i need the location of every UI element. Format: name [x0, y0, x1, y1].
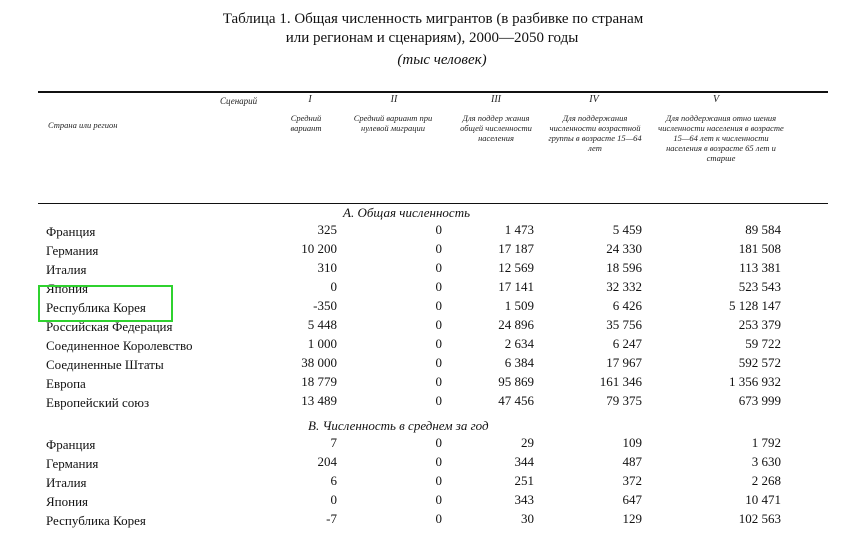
row-value-col-4: 6 426 [612, 298, 642, 313]
row-value-col-3: 343 [514, 492, 534, 507]
table-row [0, 492, 844, 511]
title-units: (тыс человек) [397, 52, 487, 68]
row-value-col-3: 1 509 [504, 298, 534, 313]
row-value-col-5: 113 381 [739, 260, 781, 275]
row-value-col-4: 647 [622, 492, 642, 507]
row-value-col-1: 5 448 [307, 317, 337, 332]
row-value-col-2: 0 [435, 279, 442, 294]
section-b-title: В. Численность в среднем за год [308, 418, 489, 433]
row-country-name: Италия [46, 475, 87, 490]
table-row [0, 355, 844, 374]
row-value-col-2: 0 [435, 317, 442, 332]
row-value-col-3: 6 384 [504, 355, 534, 370]
row-country-name: Франция [46, 224, 96, 239]
row-country-name: Япония [46, 281, 89, 296]
row-value-col-3: 344 [514, 454, 534, 469]
row-value-col-2: 0 [435, 374, 442, 389]
row-country-name: Республика Корея [46, 513, 146, 528]
row-value-col-5: 673 999 [738, 393, 781, 408]
row-value-col-1: 1 000 [307, 336, 337, 351]
table-row [0, 336, 844, 355]
row-value-col-1: 7 [330, 435, 337, 450]
row-value-col-2: 0 [435, 511, 442, 526]
section-a-title: А. Общая численность [343, 205, 471, 220]
row-value-col-4: 161 346 [599, 374, 642, 389]
row-value-col-5: 5 128 147 [729, 298, 781, 313]
row-value-col-5: 89 584 [745, 222, 781, 237]
row-value-col-5: 3 630 [751, 454, 781, 469]
row-value-col-1: 38 000 [301, 355, 337, 370]
row-country-name: Германия [46, 243, 99, 258]
row-value-col-2: 0 [435, 435, 442, 450]
row-value-col-4: 18 596 [606, 260, 642, 275]
row-value-col-1: -350 [313, 298, 337, 313]
row-value-col-1: 6 [330, 473, 337, 488]
row-value-col-2: 0 [435, 336, 442, 351]
table-row [0, 260, 844, 279]
highlight-box [38, 285, 173, 322]
row-value-col-3: 2 634 [504, 336, 534, 351]
col-2-desc: Средний вариант при нулевой миграции [353, 113, 433, 133]
row-value-col-4: 32 332 [606, 279, 642, 294]
row-value-col-2: 0 [435, 260, 442, 275]
row-value-col-4: 79 375 [606, 393, 642, 408]
row-value-col-5: 253 379 [738, 317, 781, 332]
row-country-name: Европа [46, 376, 86, 391]
row-value-col-1: 0 [330, 492, 337, 507]
header-rule [38, 203, 828, 204]
row-value-col-3: 17 141 [498, 279, 534, 294]
row-country-name: Италия [46, 262, 87, 277]
table-row [0, 374, 844, 393]
row-value-col-1: 10 200 [301, 241, 337, 256]
row-country-name: Республика Корея [46, 300, 146, 315]
row-country-name: Соединенное Королевство [46, 338, 193, 353]
col-3-roman: III [491, 94, 501, 105]
col-2-roman: II [390, 94, 398, 105]
row-value-col-5: 523 543 [738, 279, 781, 294]
row-value-col-5: 181 508 [738, 241, 781, 256]
row-value-col-5: 102 563 [738, 511, 781, 526]
row-value-col-2: 0 [435, 298, 442, 313]
row-value-col-3: 30 [521, 511, 534, 526]
row-value-col-1: 325 [317, 222, 337, 237]
row-value-col-4: 6 247 [612, 336, 642, 351]
row-value-col-5: 1 356 932 [729, 374, 781, 389]
row-value-col-2: 0 [435, 473, 442, 488]
row-value-col-1: 204 [317, 454, 337, 469]
row-value-col-4: 487 [622, 454, 642, 469]
row-value-col-5: 10 471 [745, 492, 781, 507]
table-row [0, 241, 844, 260]
table-row [0, 393, 844, 412]
row-country-name: Япония [46, 494, 89, 509]
col-4-roman: IV [589, 94, 599, 105]
table-row [0, 511, 844, 530]
col-4-desc: Для поддержания численности возрастной группы в возрасте 15—64 лет [548, 113, 642, 153]
row-value-col-4: 35 756 [606, 317, 642, 332]
row-value-col-5: 592 572 [738, 355, 781, 370]
row-value-col-2: 0 [435, 454, 442, 469]
row-value-col-2: 0 [435, 222, 442, 237]
row-value-col-4: 109 [622, 435, 642, 450]
row-value-col-1: 0 [330, 279, 337, 294]
row-value-col-3: 12 569 [498, 260, 534, 275]
table-row [0, 435, 844, 454]
row-value-col-3: 24 896 [498, 317, 534, 332]
row-value-col-2: 0 [435, 492, 442, 507]
row-value-col-5: 1 792 [751, 435, 781, 450]
row-value-col-3: 47 456 [498, 393, 534, 408]
country-column-label: Страна или регион [48, 120, 118, 130]
col-1-desc: Средний вариант [290, 113, 322, 133]
row-value-col-3: 251 [514, 473, 534, 488]
col-3-desc: Для поддер жания общей численности населения [460, 113, 532, 143]
row-value-col-3: 17 187 [498, 241, 534, 256]
row-country-name: Европейский союз [46, 395, 150, 410]
top-rule [38, 91, 828, 93]
row-value-col-3: 95 869 [498, 374, 534, 389]
row-value-col-3: 29 [521, 435, 534, 450]
row-value-col-1: 13 489 [301, 393, 337, 408]
table-row [0, 473, 844, 492]
row-value-col-3: 1 473 [504, 222, 534, 237]
row-value-col-5: 2 268 [751, 473, 781, 488]
table-title [0, 10, 844, 70]
row-country-name: Соединенные Штаты [46, 357, 164, 372]
row-country-name: Германия [46, 456, 99, 471]
row-value-col-1: 18 779 [301, 374, 337, 389]
col-5-roman: V [712, 94, 720, 105]
row-value-col-4: 5 459 [612, 222, 642, 237]
row-value-col-2: 0 [435, 393, 442, 408]
row-value-col-2: 0 [435, 355, 442, 370]
col-1-roman: I [308, 94, 312, 105]
row-value-col-5: 59 722 [745, 336, 781, 351]
row-value-col-1: -7 [326, 511, 337, 526]
row-value-col-4: 372 [622, 473, 642, 488]
row-value-col-1: 310 [317, 260, 337, 275]
row-country-name: Российская Федерация [46, 319, 173, 334]
scenario-label: Сценарий [220, 96, 258, 106]
row-value-col-2: 0 [435, 241, 442, 256]
table-row [0, 222, 844, 241]
title-line-2: или регионам и сценариям), 2000—2050 годы [285, 30, 579, 46]
table-row [0, 454, 844, 473]
row-country-name: Франция [46, 437, 96, 452]
col-5-desc: Для поддержания отно шения численности населения в возрасте 15—64 лет к численности населения в возрасте 65 лет и старше [658, 113, 784, 163]
title-line-1: Таблица 1. Общая численность мигрантов (в разбивке по странам [222, 11, 644, 27]
row-value-col-4: 129 [622, 511, 642, 526]
row-value-col-4: 17 967 [606, 355, 642, 370]
row-value-col-4: 24 330 [606, 241, 642, 256]
